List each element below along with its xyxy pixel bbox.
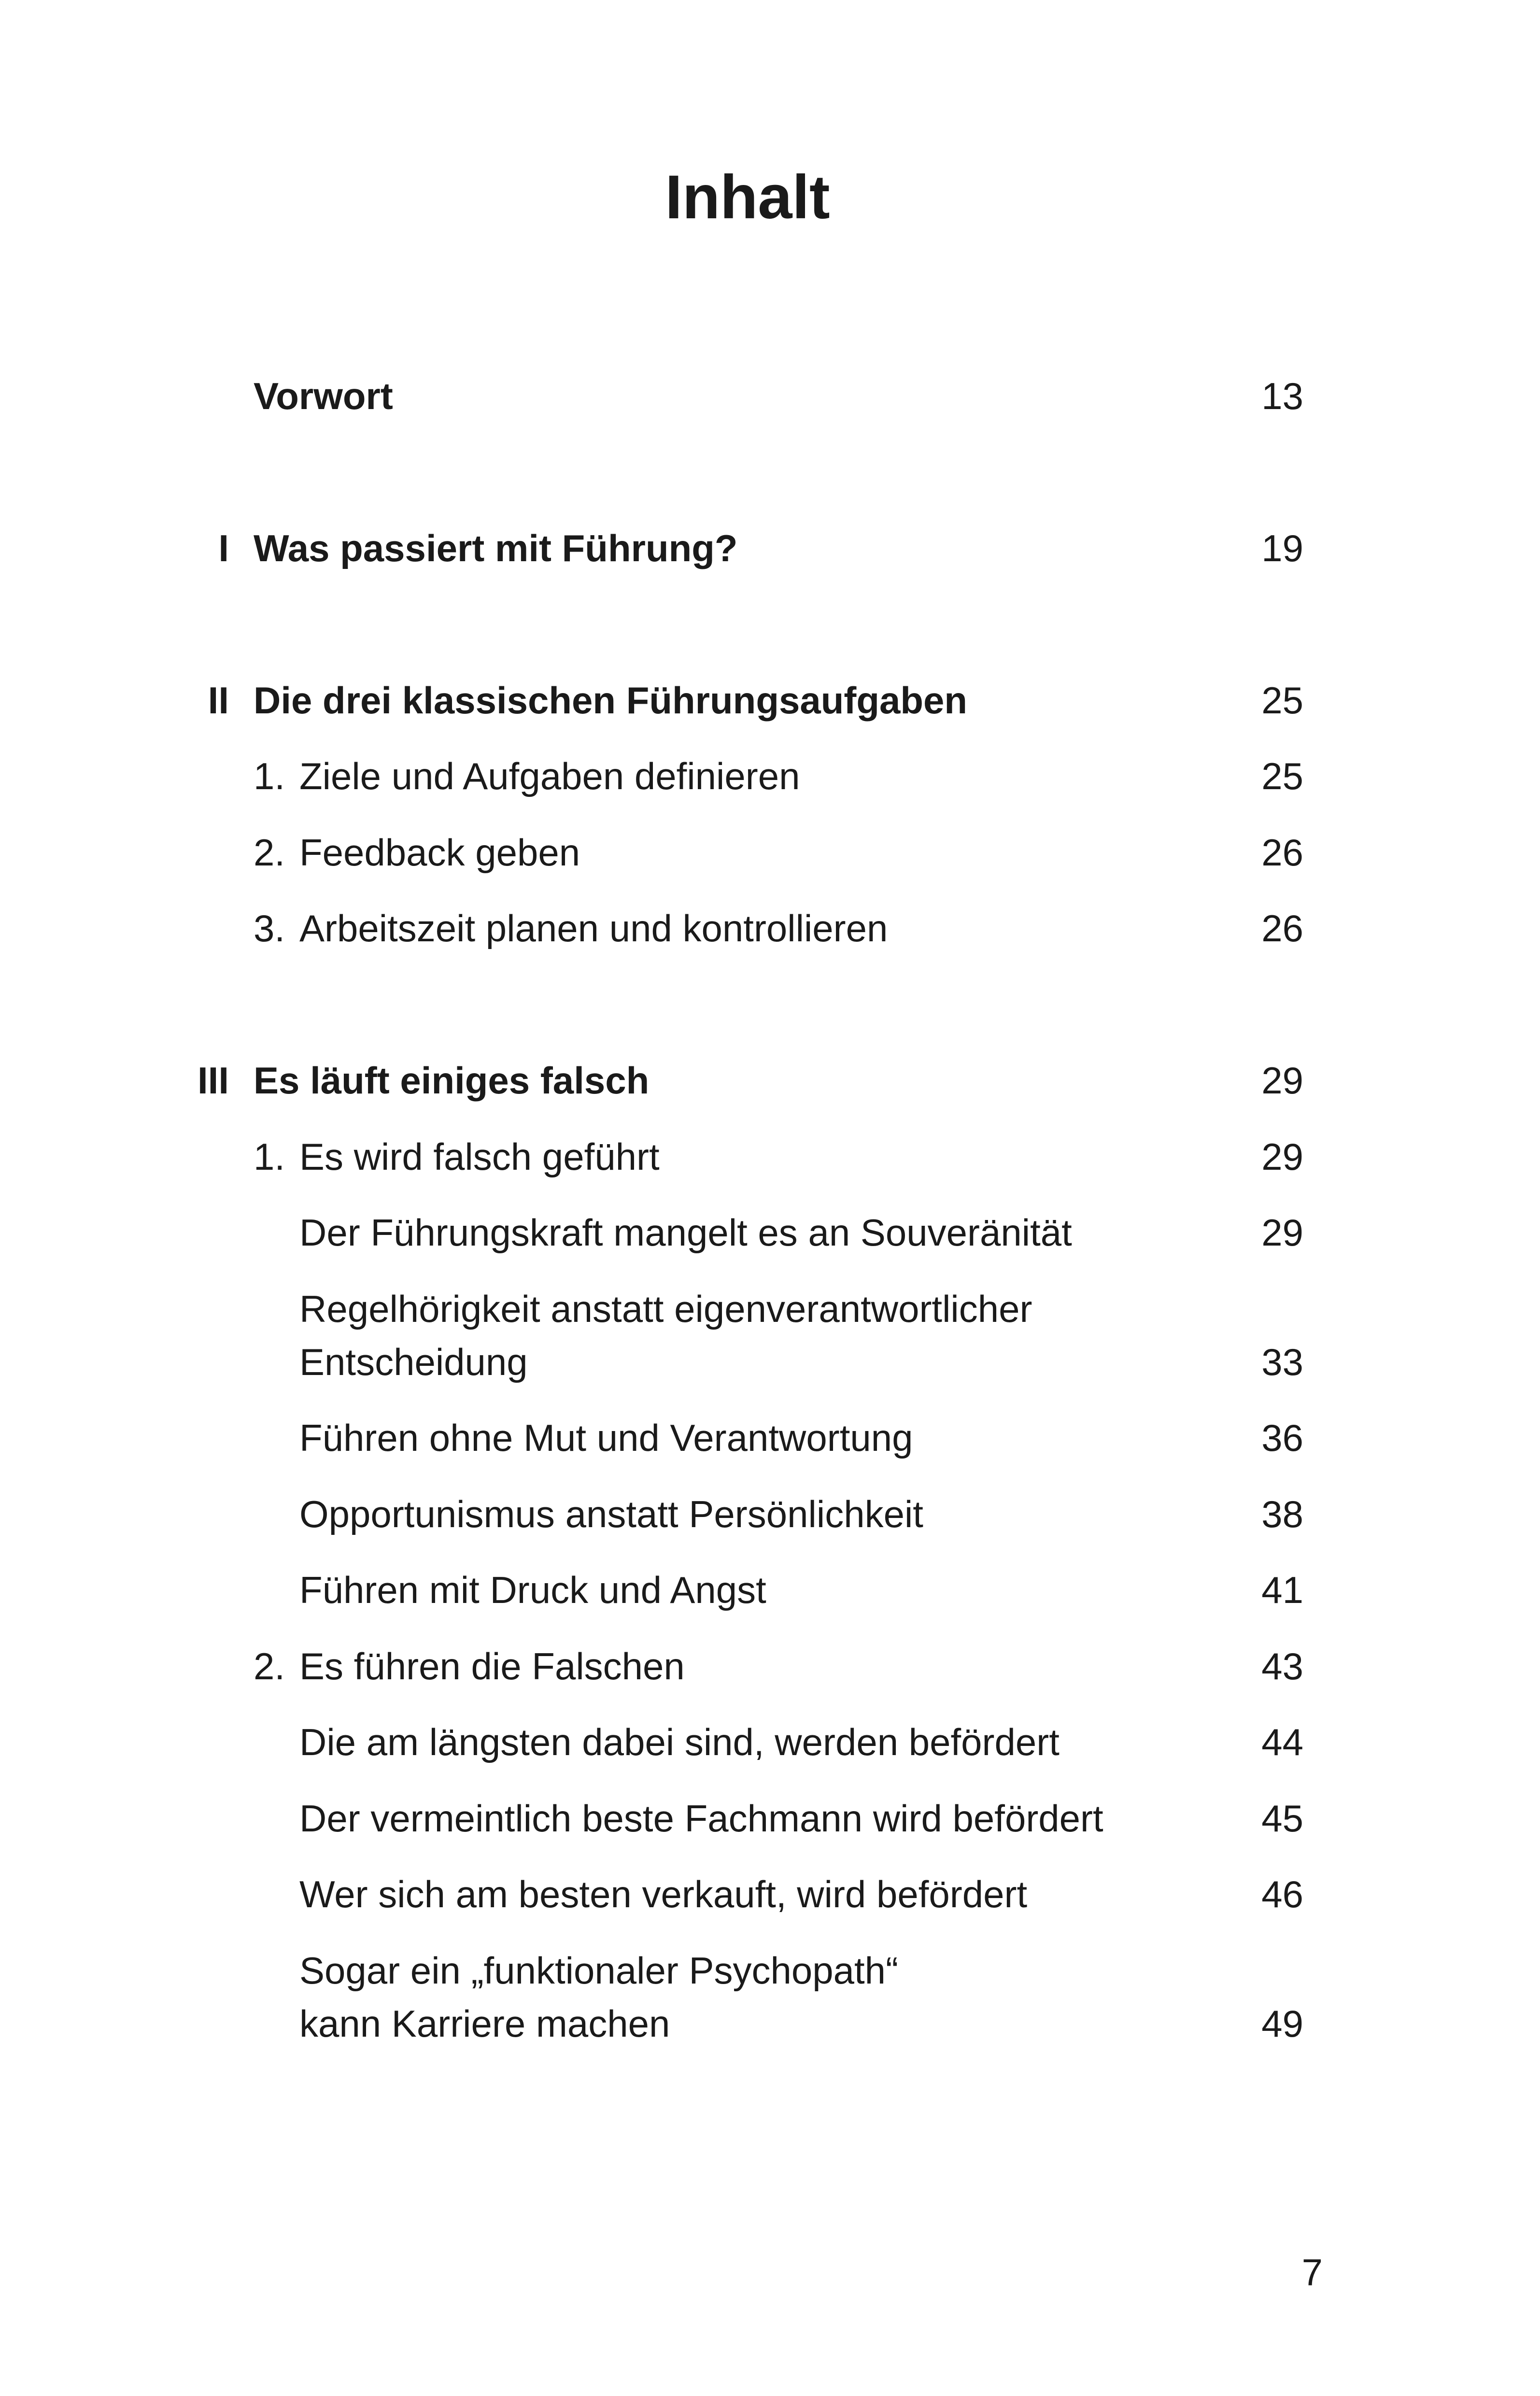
toc-entry-title: Regelhörigkeit anstatt eigenverantwortlicher: [299, 1288, 1032, 1330]
toc-entry-title: Was passiert mit Führung?: [254, 527, 738, 569]
chapter-number: III: [197, 1059, 229, 1102]
toc-entry-title: Die am längsten dabei sind, werden befördert: [299, 1721, 1060, 1763]
chapter-number: II: [208, 679, 229, 722]
toc-entry-title: Arbeitszeit planen und kontrollieren: [299, 907, 888, 950]
toc-entry-page: 49: [1261, 2002, 1303, 2045]
toc-entry-page: 36: [1261, 1417, 1303, 1459]
toc-entry-page: 25: [1261, 755, 1303, 797]
toc-entry-page: 26: [1261, 907, 1303, 950]
toc-entry-title: Der Führungskraft mangelt es an Souveränität: [299, 1211, 1072, 1254]
toc-entry-page: 29: [1261, 1211, 1303, 1254]
toc-entry-title: Die drei klassischen Führungsaufgaben: [254, 679, 968, 722]
toc-entry-title-continued: Entscheidung: [299, 1341, 528, 1383]
toc-entry-page: 33: [1261, 1341, 1303, 1383]
chapter-number: I: [218, 527, 229, 569]
toc-entry-title: Es führen die Falschen: [299, 1645, 685, 1687]
toc-entry-page: 29: [1261, 1059, 1303, 1102]
toc-entry-page: 38: [1261, 1493, 1303, 1535]
section-number: 1.: [254, 755, 285, 797]
toc-entry-title: Vorwort: [254, 375, 393, 417]
toc-entry-title: Sogar ein „funktionaler Psychopath“: [299, 1949, 899, 1992]
toc-entry-page: 25: [1261, 679, 1303, 722]
toc-entry-page: 43: [1261, 1645, 1303, 1687]
section-number: 3.: [254, 907, 285, 950]
toc-entry-title: Opportunismus anstatt Persönlichkeit: [299, 1493, 923, 1535]
toc-entry-title: Führen ohne Mut und Verantwortung: [299, 1417, 913, 1459]
toc-entry-title: Feedback geben: [299, 831, 580, 874]
toc-entry-title: Es wird falsch geführt: [299, 1135, 660, 1178]
toc-entry-page: 29: [1261, 1135, 1303, 1178]
section-number: 2.: [254, 831, 285, 874]
toc-entry-title-continued: kann Karriere machen: [299, 2002, 670, 2045]
toc-entry-page: 45: [1261, 1797, 1303, 1840]
section-number: 1.: [254, 1135, 285, 1178]
toc-entry-page: 26: [1261, 831, 1303, 874]
toc-entry-title: Wer sich am besten verkauft, wird befördert: [299, 1873, 1028, 1915]
toc-entry-title: Der vermeintlich beste Fachmann wird befördert: [299, 1797, 1103, 1840]
toc-entry-title: Ziele und Aufgaben definieren: [299, 755, 800, 797]
toc-entry-title: Führen mit Druck und Angst: [299, 1569, 766, 1611]
toc-entry-page: 44: [1261, 1721, 1303, 1763]
toc-entry-page: 46: [1261, 1873, 1303, 1915]
page-title: Inhalt: [665, 163, 830, 232]
toc-entry-page: 19: [1261, 527, 1303, 569]
toc-entry-page: 41: [1261, 1569, 1303, 1611]
toc-entry-page: 13: [1261, 375, 1303, 417]
page-number: 7: [1301, 2251, 1323, 2294]
section-number: 2.: [254, 1645, 285, 1687]
toc-entry-title: Es läuft einiges falsch: [254, 1059, 650, 1102]
